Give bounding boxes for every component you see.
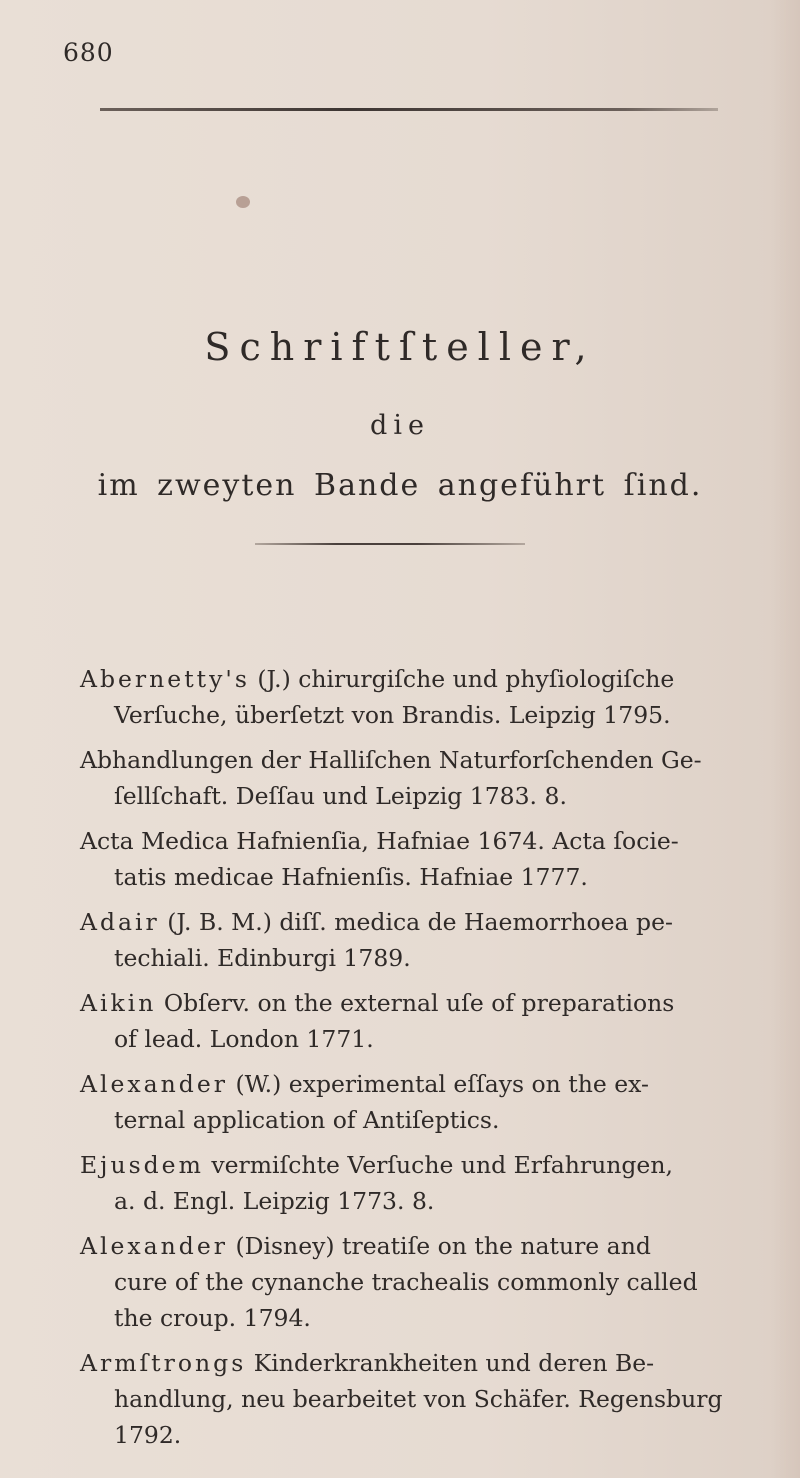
entry-text: ternal application of Antiſeptics. [114,1106,500,1134]
entry [80,742,740,814]
entry [80,1147,740,1219]
entry-text: Kinderkrankheiten und deren Be- [253,1349,655,1377]
entry-text: (Disney) treatiſe on the nature and [235,1232,651,1260]
entry-author: Aikin [80,989,157,1017]
entry-text: 1792. [114,1421,182,1449]
entry [80,661,740,733]
entry [80,1228,740,1336]
entry-author: Abernetty's [80,665,250,693]
entry-author: Alexander [80,1070,228,1098]
entry-author: Ejusdem [80,1151,204,1179]
top-rule [100,108,718,111]
heading-title: Schriftſteller, [204,325,596,369]
entry-author: Adair [80,908,160,936]
entry-text: cure of the cynanche trachealis commonly called [114,1268,698,1296]
entry-text: (J.) chirurgiſche und phyſiologiſche [257,665,675,693]
entry-text: a. d. Engl. Leipzig 1773. 8. [114,1187,435,1215]
heading-rule [255,543,525,545]
entry-text: techiali. Edinburgi 1789. [114,944,411,972]
entry [80,904,740,976]
entry-text: tatis medicae Hafnienſis. Hafniae 1777. [114,863,588,891]
entry-text: handlung, neu bearbeitet von Schäfer. Regensburg [114,1385,723,1413]
entry-author: Alexander [80,1232,228,1260]
ink-spot [236,196,250,208]
entry [80,1066,740,1138]
entry [80,1345,740,1453]
entry [80,985,740,1057]
entry-author: Acta [80,827,134,855]
entry-text: Verſuche, überſetzt von Brandis. Leipzig 1795. [114,701,671,729]
entry-text: (W.) experimental eſſays on the ex- [235,1070,649,1098]
entry [80,823,740,895]
entry-author: Abhandlungen [80,746,254,774]
entry-text: Obſerv. on the external uſe of preparations [163,989,675,1017]
entry-text: (J. B. M.) diſſ. medica de Haemorrhoea pe- [167,908,673,936]
heading-description: im zweyten Bande angeführt ſind. [97,468,703,503]
entry-author: Armſtrongs [80,1349,247,1377]
entry-text: Medica Hafnienſia, Hafniae 1674. Acta ſocie- [141,827,679,855]
entry-text: the croup. 1794. [114,1304,311,1332]
entry-text: of lead. London 1771. [114,1025,374,1053]
heading-subtitle: die [370,410,430,441]
page-number: 680 [63,38,114,67]
entry-text: ſellſchaft. Deſſau und Leipzig 1783. 8. [114,782,567,810]
bibliography-list [80,661,740,1462]
page-edge-shadow [770,0,800,1478]
entry-text: der Halliſchen Naturforſchenden Ge- [260,746,702,774]
entry-text: vermiſchte Verſuche und Erfahrungen, [211,1151,673,1179]
